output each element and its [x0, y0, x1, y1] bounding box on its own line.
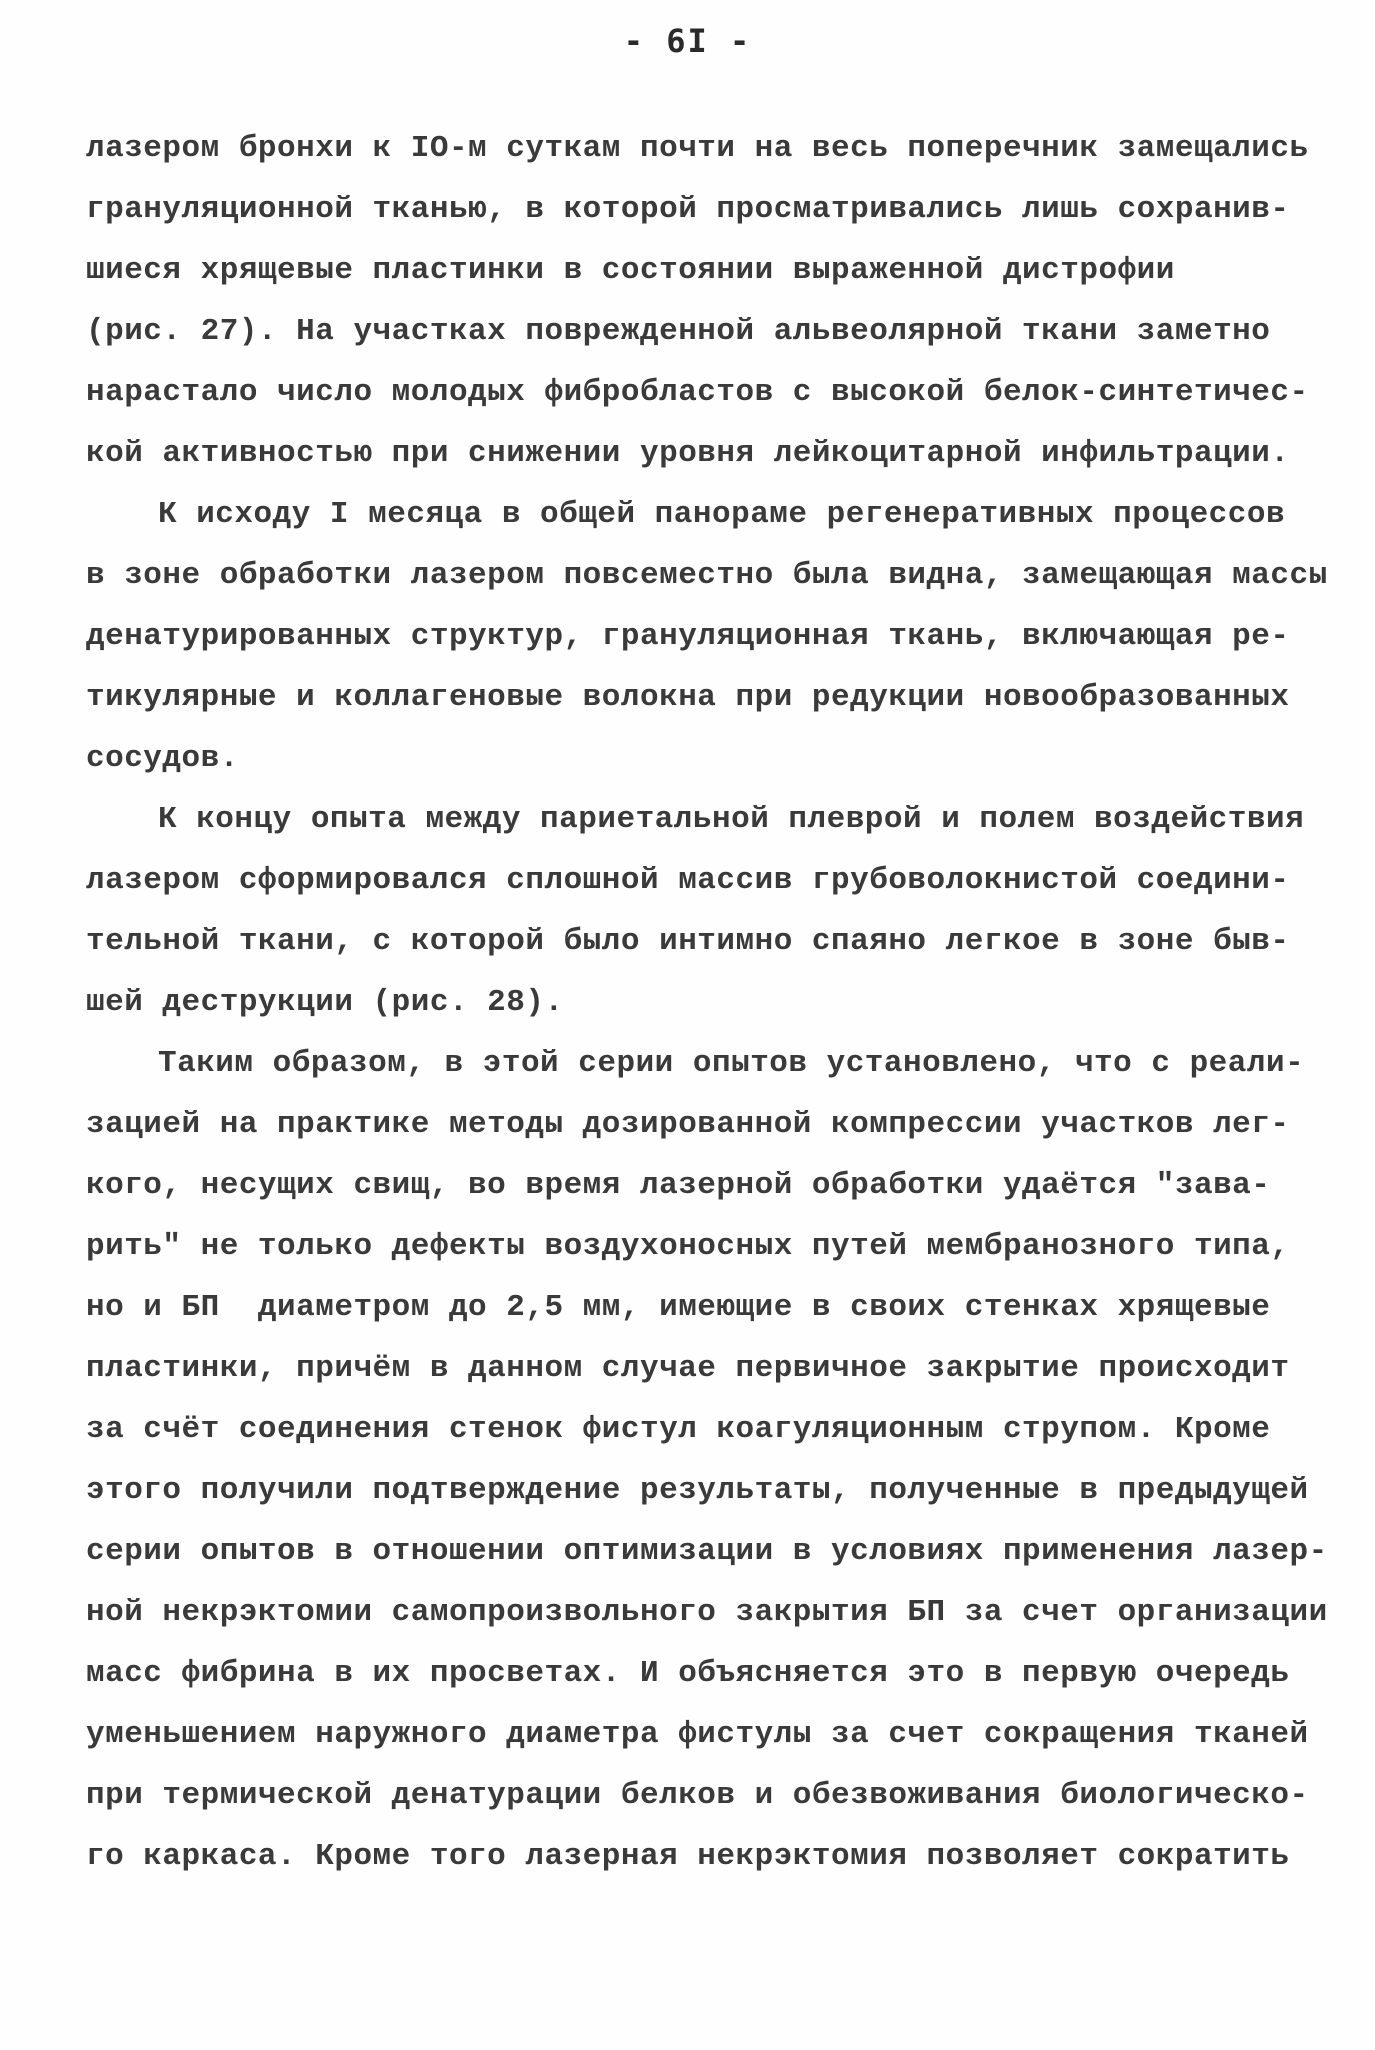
- text-line: рить" не только дефекты воздухоносных путей мембранозного типа,: [86, 1229, 1290, 1264]
- text-line: при термической денатурации белков и обезвоживания биологическо-: [86, 1778, 1309, 1813]
- text-line: зацией на практике методы дозированной компрессии участков лег-: [86, 1107, 1290, 1142]
- text-line: шиеся хрящевые пластинки в состоянии выраженной дистрофии: [86, 253, 1175, 288]
- text-line: ной некрэктомии самопроизвольного закрытия БП за счет организации: [86, 1595, 1328, 1630]
- text-line: (рис. 27). На участках поврежденной альвеолярной ткани заметно: [86, 314, 1271, 349]
- text-line: кого, несущих свищ, во время лазерной обработки удаётся "зава-: [86, 1168, 1271, 1203]
- paragraph-first-line: Таким образом, в этой серии опытов установлено, что с реали-: [158, 1046, 1305, 1081]
- text-line: серии опытов в отношении оптимизации в условиях применения лазер-: [86, 1534, 1328, 1569]
- paragraph-first-line: К исходу I месяца в общей панораме регенеративных процессов: [158, 497, 1286, 532]
- text-line: масс фибрина в их просветах. И объясняется это в первую очередь: [86, 1656, 1290, 1691]
- text-line: пластинки, причём в данном случае первичное закрытие происходит: [86, 1351, 1290, 1386]
- text-line: кой активностью при снижении уровня лейкоцитарной инфильтрации.: [86, 436, 1290, 471]
- page-number: - 6I -: [623, 22, 752, 60]
- text-line: грануляционной тканью, в которой просматривались лишь сохранив-: [86, 192, 1290, 227]
- paragraph-first-line: К концу опыта между париетальной плеврой и полем воздействия: [158, 802, 1305, 837]
- text-line: в зоне обработки лазером повсеместно была видна, замещающая массы: [86, 558, 1328, 593]
- text-line: тельной ткани, с которой было интимно спаяно легкое в зоне быв-: [86, 924, 1290, 959]
- body-text: [86, 118, 1328, 1887]
- text-line: денатурированных структур, грануляционная ткань, включающая ре-: [86, 619, 1290, 654]
- text-line: шей деструкции (рис. 28).: [86, 985, 564, 1020]
- text-line: сосудов.: [86, 741, 239, 776]
- text-line: уменьшением наружного диаметра фистулы за счет сокращения тканей: [86, 1717, 1309, 1752]
- text-line: лазером сформировался сплошной массив грубоволокнистой соедини-: [86, 863, 1290, 898]
- text-line: тикулярные и коллагеновые волокна при редукции новообразованных: [86, 680, 1290, 715]
- text-line: го каркаса. Кроме того лазерная некрэктомия позволяет сократить: [86, 1839, 1290, 1874]
- text-line: нарастало число молодых фибробластов с высокой белок-синтетичес-: [86, 375, 1309, 410]
- text-line: лазером бронхи к IO-м суткам почти на весь поперечник замещались: [86, 131, 1309, 166]
- text-line: этого получили подтверждение результаты, полученные в предыдущей: [86, 1473, 1309, 1508]
- text-line: за счёт соединения стенок фистул коагуляционным струпом. Кроме: [86, 1412, 1271, 1447]
- text-line: но и БП диаметром до 2,5 мм, имеющие в своих стенках хрящевые: [86, 1290, 1271, 1325]
